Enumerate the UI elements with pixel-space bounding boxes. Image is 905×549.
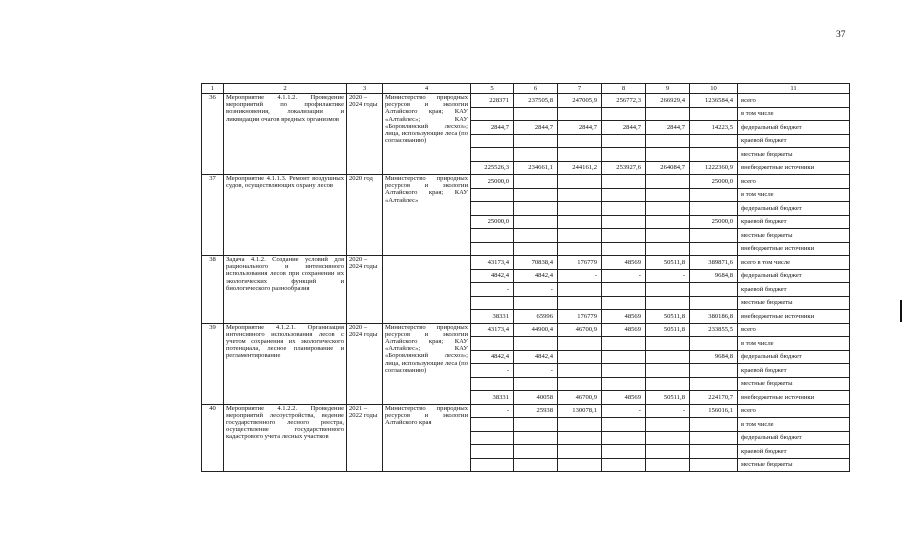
- value-cell: 46700,9: [558, 323, 602, 337]
- value-cell: [514, 445, 558, 459]
- value-cell: 50511,8: [646, 310, 690, 324]
- value-cell: 176779: [558, 310, 602, 324]
- value-cell: 389871,6: [690, 256, 738, 270]
- funding-source-cell: местные бюджеты: [738, 458, 850, 472]
- row-number-cell: 40: [202, 404, 224, 472]
- value-cell: 48569: [602, 391, 646, 405]
- value-cell: [558, 202, 602, 216]
- value-cell: [646, 445, 690, 459]
- funding-source-cell: краевой бюджет: [738, 445, 850, 459]
- value-cell: [471, 377, 514, 391]
- value-cell: [514, 296, 558, 310]
- value-cell: 225526,3: [471, 161, 514, 175]
- value-cell: [690, 458, 738, 472]
- value-cell: 9684,8: [690, 269, 738, 283]
- value-cell: [602, 364, 646, 378]
- value-cell: 264084,7: [646, 161, 690, 175]
- value-cell: [558, 242, 602, 256]
- value-cell: [558, 377, 602, 391]
- value-cell: [558, 337, 602, 351]
- value-cell: [602, 418, 646, 432]
- value-cell: [471, 296, 514, 310]
- value-cell: [646, 283, 690, 297]
- value-cell: [690, 431, 738, 445]
- value-cell: [646, 148, 690, 162]
- period-cell: 2020 – 2024 годы: [347, 94, 383, 175]
- executor-cell: Министерство природных ресурсов и экологии Алтайского края: [383, 404, 471, 472]
- value-cell: 25000,0: [471, 215, 514, 229]
- value-cell: [558, 175, 602, 189]
- value-cell: 253927,6: [602, 161, 646, 175]
- value-cell: [646, 337, 690, 351]
- value-cell: [514, 134, 558, 148]
- value-cell: 244161,2: [558, 161, 602, 175]
- value-cell: [690, 418, 738, 432]
- value-cell: 48569: [602, 310, 646, 324]
- value-cell: [514, 458, 558, 472]
- value-cell: 4842,4: [514, 269, 558, 283]
- value-cell: 176779: [558, 256, 602, 270]
- value-cell: [471, 418, 514, 432]
- header-cell: 9: [646, 84, 690, 94]
- value-cell: 2844,7: [602, 121, 646, 135]
- value-cell: [646, 296, 690, 310]
- funding-source-cell: федеральный бюджет: [738, 431, 850, 445]
- table-row: [202, 323, 850, 337]
- header-cell: 6: [514, 84, 558, 94]
- value-cell: [514, 202, 558, 216]
- header-cell: 5: [471, 84, 514, 94]
- value-cell: [558, 458, 602, 472]
- value-cell: 50511,8: [646, 256, 690, 270]
- period-cell: 2020 – 2024 годы: [347, 256, 383, 324]
- funding-source-cell: всего: [738, 323, 850, 337]
- funding-source-cell: краевой бюджет: [738, 283, 850, 297]
- description-cell: Задача 4.1.2. Создание условий для рационального и интенсивного использования лесов при сохранении их экологических функций и биологического разнообразия: [224, 256, 347, 324]
- table-body: [202, 84, 850, 472]
- value-cell: [471, 188, 514, 202]
- value-cell: -: [602, 404, 646, 418]
- value-cell: -: [514, 364, 558, 378]
- header-cell: 7: [558, 84, 602, 94]
- value-cell: [558, 229, 602, 243]
- value-cell: 4842,4: [514, 350, 558, 364]
- value-cell: [514, 107, 558, 121]
- value-cell: [690, 377, 738, 391]
- value-cell: -: [558, 269, 602, 283]
- value-cell: [690, 364, 738, 378]
- value-cell: 44900,4: [514, 323, 558, 337]
- funding-source-cell: местные бюджеты: [738, 377, 850, 391]
- value-cell: 130078,1: [558, 404, 602, 418]
- value-cell: [690, 296, 738, 310]
- description-cell: Мероприятие 4.1.2.2. Проведение мероприятий лесоустройства, ведение государственного лесного реестра, осуществление государственного кадастрового учета лесных участков: [224, 404, 347, 472]
- value-cell: [690, 188, 738, 202]
- header-cell: 1: [202, 84, 224, 94]
- header-cell: 2: [224, 84, 347, 94]
- row-number-cell: 39: [202, 323, 224, 404]
- funding-source-cell: краевой бюджет: [738, 364, 850, 378]
- value-cell: 2844,7: [514, 121, 558, 135]
- value-cell: 38331: [471, 391, 514, 405]
- value-cell: 50511,8: [646, 391, 690, 405]
- funding-source-cell: краевой бюджет: [738, 215, 850, 229]
- value-cell: [558, 296, 602, 310]
- executor-cell: [383, 256, 471, 324]
- value-cell: [558, 148, 602, 162]
- value-cell: [602, 229, 646, 243]
- value-cell: [602, 202, 646, 216]
- description-cell: Мероприятие 4.1.2.1. Организация интенсивного использования лесов с учетом сохранения их экологического потенциала, лесное планирование и регламентирование: [224, 323, 347, 404]
- value-cell: [690, 242, 738, 256]
- value-cell: [690, 445, 738, 459]
- funding-source-cell: внебюджетные источники: [738, 310, 850, 324]
- funding-source-cell: краевой бюджет: [738, 134, 850, 148]
- funding-source-cell: в том числе: [738, 188, 850, 202]
- value-cell: [646, 134, 690, 148]
- value-cell: 2844,7: [471, 121, 514, 135]
- value-cell: 25938: [514, 404, 558, 418]
- value-cell: [690, 229, 738, 243]
- value-cell: -: [471, 283, 514, 297]
- value-cell: [602, 188, 646, 202]
- value-cell: -: [471, 364, 514, 378]
- funding-source-cell: в том числе: [738, 107, 850, 121]
- executor-cell: Министерство природных ресурсов и экологии Алтайского края; КАУ «Алтайлес»: [383, 175, 471, 256]
- value-cell: [646, 188, 690, 202]
- funding-source-cell: внебюджетные источники: [738, 242, 850, 256]
- value-cell: [471, 134, 514, 148]
- value-cell: -: [471, 404, 514, 418]
- value-cell: 380186,8: [690, 310, 738, 324]
- value-cell: 1236584,4: [690, 94, 738, 108]
- value-cell: [690, 107, 738, 121]
- value-cell: 247005,9: [558, 94, 602, 108]
- executor-cell: Министерство природных ресурсов и экологии Алтайского края; КАУ «Алтайлес»; КАУ «Боровлянский лесхоз»; лица, использующие леса (по согласованию): [383, 323, 471, 404]
- value-cell: [646, 418, 690, 432]
- value-cell: [646, 229, 690, 243]
- table-row: [202, 404, 850, 418]
- value-cell: 48569: [602, 256, 646, 270]
- value-cell: 43173,4: [471, 256, 514, 270]
- value-cell: [602, 377, 646, 391]
- value-cell: [558, 350, 602, 364]
- value-cell: [646, 215, 690, 229]
- value-cell: [558, 188, 602, 202]
- value-cell: [646, 431, 690, 445]
- funding-source-cell: всего: [738, 404, 850, 418]
- value-cell: [558, 418, 602, 432]
- value-cell: [602, 445, 646, 459]
- value-cell: -: [602, 269, 646, 283]
- value-cell: 70838,4: [514, 256, 558, 270]
- value-cell: -: [514, 283, 558, 297]
- value-cell: [602, 215, 646, 229]
- row-number-cell: 38: [202, 256, 224, 324]
- value-cell: 4842,4: [471, 350, 514, 364]
- value-cell: [690, 202, 738, 216]
- executor-cell: Министерство природных ресурсов и экологии Алтайского края; КАУ «Алтайлес»; КАУ «Боровлянский лесхоз»; лица, использующие леса (по согласованию): [383, 94, 471, 175]
- value-cell: [558, 431, 602, 445]
- value-cell: [602, 350, 646, 364]
- value-cell: 224170,7: [690, 391, 738, 405]
- value-cell: [514, 148, 558, 162]
- value-cell: [646, 350, 690, 364]
- value-cell: [602, 175, 646, 189]
- header-cell: 11: [738, 84, 850, 94]
- value-cell: [514, 242, 558, 256]
- budget-table: [201, 83, 850, 472]
- value-cell: 50511,8: [646, 323, 690, 337]
- value-cell: [690, 134, 738, 148]
- funding-source-cell: всего в том числе: [738, 256, 850, 270]
- table-row: [202, 256, 850, 270]
- funding-source-cell: местные бюджеты: [738, 229, 850, 243]
- value-cell: [471, 107, 514, 121]
- value-cell: [514, 188, 558, 202]
- value-cell: [602, 296, 646, 310]
- value-cell: [514, 337, 558, 351]
- funding-source-cell: в том числе: [738, 418, 850, 432]
- table-row: [202, 94, 850, 108]
- header-cell: 4: [383, 84, 471, 94]
- value-cell: [646, 175, 690, 189]
- value-cell: 233855,5: [690, 323, 738, 337]
- value-cell: [690, 337, 738, 351]
- funding-source-cell: федеральный бюджет: [738, 350, 850, 364]
- value-cell: [558, 445, 602, 459]
- value-cell: [471, 148, 514, 162]
- value-cell: [646, 458, 690, 472]
- value-cell: 14223,5: [690, 121, 738, 135]
- value-cell: [558, 364, 602, 378]
- value-cell: [514, 431, 558, 445]
- value-cell: -: [646, 269, 690, 283]
- value-cell: [690, 148, 738, 162]
- funding-source-cell: федеральный бюджет: [738, 269, 850, 283]
- table-row: [202, 175, 850, 189]
- value-cell: [558, 134, 602, 148]
- value-cell: [471, 229, 514, 243]
- value-cell: [602, 148, 646, 162]
- value-cell: [602, 337, 646, 351]
- value-cell: 65996: [514, 310, 558, 324]
- value-cell: 43173,4: [471, 323, 514, 337]
- value-cell: 228371: [471, 94, 514, 108]
- funding-source-cell: внебюджетные источники: [738, 391, 850, 405]
- scan-margin-mark: [900, 300, 902, 322]
- value-cell: [602, 283, 646, 297]
- value-cell: 46700,9: [558, 391, 602, 405]
- value-cell: [558, 107, 602, 121]
- value-cell: 40058: [514, 391, 558, 405]
- funding-source-cell: внебюджетные источники: [738, 161, 850, 175]
- funding-source-cell: федеральный бюджет: [738, 202, 850, 216]
- value-cell: [602, 107, 646, 121]
- header-cell: 10: [690, 84, 738, 94]
- value-cell: [471, 337, 514, 351]
- page-number: 37: [836, 30, 846, 40]
- value-cell: [471, 445, 514, 459]
- value-cell: [646, 364, 690, 378]
- value-cell: -: [646, 404, 690, 418]
- value-cell: 266929,4: [646, 94, 690, 108]
- value-cell: [646, 377, 690, 391]
- value-cell: [471, 202, 514, 216]
- value-cell: [514, 215, 558, 229]
- table-header-row: [202, 84, 850, 94]
- value-cell: [646, 107, 690, 121]
- value-cell: 48569: [602, 323, 646, 337]
- value-cell: [602, 242, 646, 256]
- funding-source-cell: федеральный бюджет: [738, 121, 850, 135]
- value-cell: [514, 175, 558, 189]
- value-cell: 237505,8: [514, 94, 558, 108]
- value-cell: [471, 242, 514, 256]
- period-cell: 2020 год: [347, 175, 383, 256]
- row-number-cell: 36: [202, 94, 224, 175]
- funding-source-cell: местные бюджеты: [738, 296, 850, 310]
- value-cell: 1222360,9: [690, 161, 738, 175]
- description-cell: Мероприятие 4.1.1.2. Проведение мероприятий по профилактике возникновения, локализации и ликвидации очагов вредных организмов: [224, 94, 347, 175]
- value-cell: 25000,0: [690, 215, 738, 229]
- value-cell: [558, 283, 602, 297]
- value-cell: [602, 431, 646, 445]
- value-cell: [602, 458, 646, 472]
- value-cell: [514, 377, 558, 391]
- period-cell: 2020 – 2024 годы: [347, 323, 383, 404]
- funding-source-cell: всего: [738, 175, 850, 189]
- funding-source-cell: всего: [738, 94, 850, 108]
- value-cell: 234661,1: [514, 161, 558, 175]
- value-cell: 4842,4: [471, 269, 514, 283]
- value-cell: 156016,1: [690, 404, 738, 418]
- value-cell: 25000,0: [690, 175, 738, 189]
- value-cell: [602, 134, 646, 148]
- value-cell: [646, 242, 690, 256]
- value-cell: 38331: [471, 310, 514, 324]
- period-cell: 2021 – 2022 годы: [347, 404, 383, 472]
- row-number-cell: 37: [202, 175, 224, 256]
- header-cell: 8: [602, 84, 646, 94]
- funding-source-cell: в том числе: [738, 337, 850, 351]
- value-cell: [471, 431, 514, 445]
- value-cell: [514, 229, 558, 243]
- funding-source-cell: местные бюджеты: [738, 148, 850, 162]
- value-cell: 25000,0: [471, 175, 514, 189]
- value-cell: [471, 458, 514, 472]
- value-cell: 9684,8: [690, 350, 738, 364]
- header-cell: 3: [347, 84, 383, 94]
- value-cell: 256772,3: [602, 94, 646, 108]
- value-cell: 2844,7: [646, 121, 690, 135]
- value-cell: [558, 215, 602, 229]
- description-cell: Мероприятие 4.1.1.3. Ремонт воздушных судов, осуществляющих охрану лесов: [224, 175, 347, 256]
- value-cell: [690, 283, 738, 297]
- value-cell: [646, 202, 690, 216]
- value-cell: [514, 418, 558, 432]
- value-cell: 2844,7: [558, 121, 602, 135]
